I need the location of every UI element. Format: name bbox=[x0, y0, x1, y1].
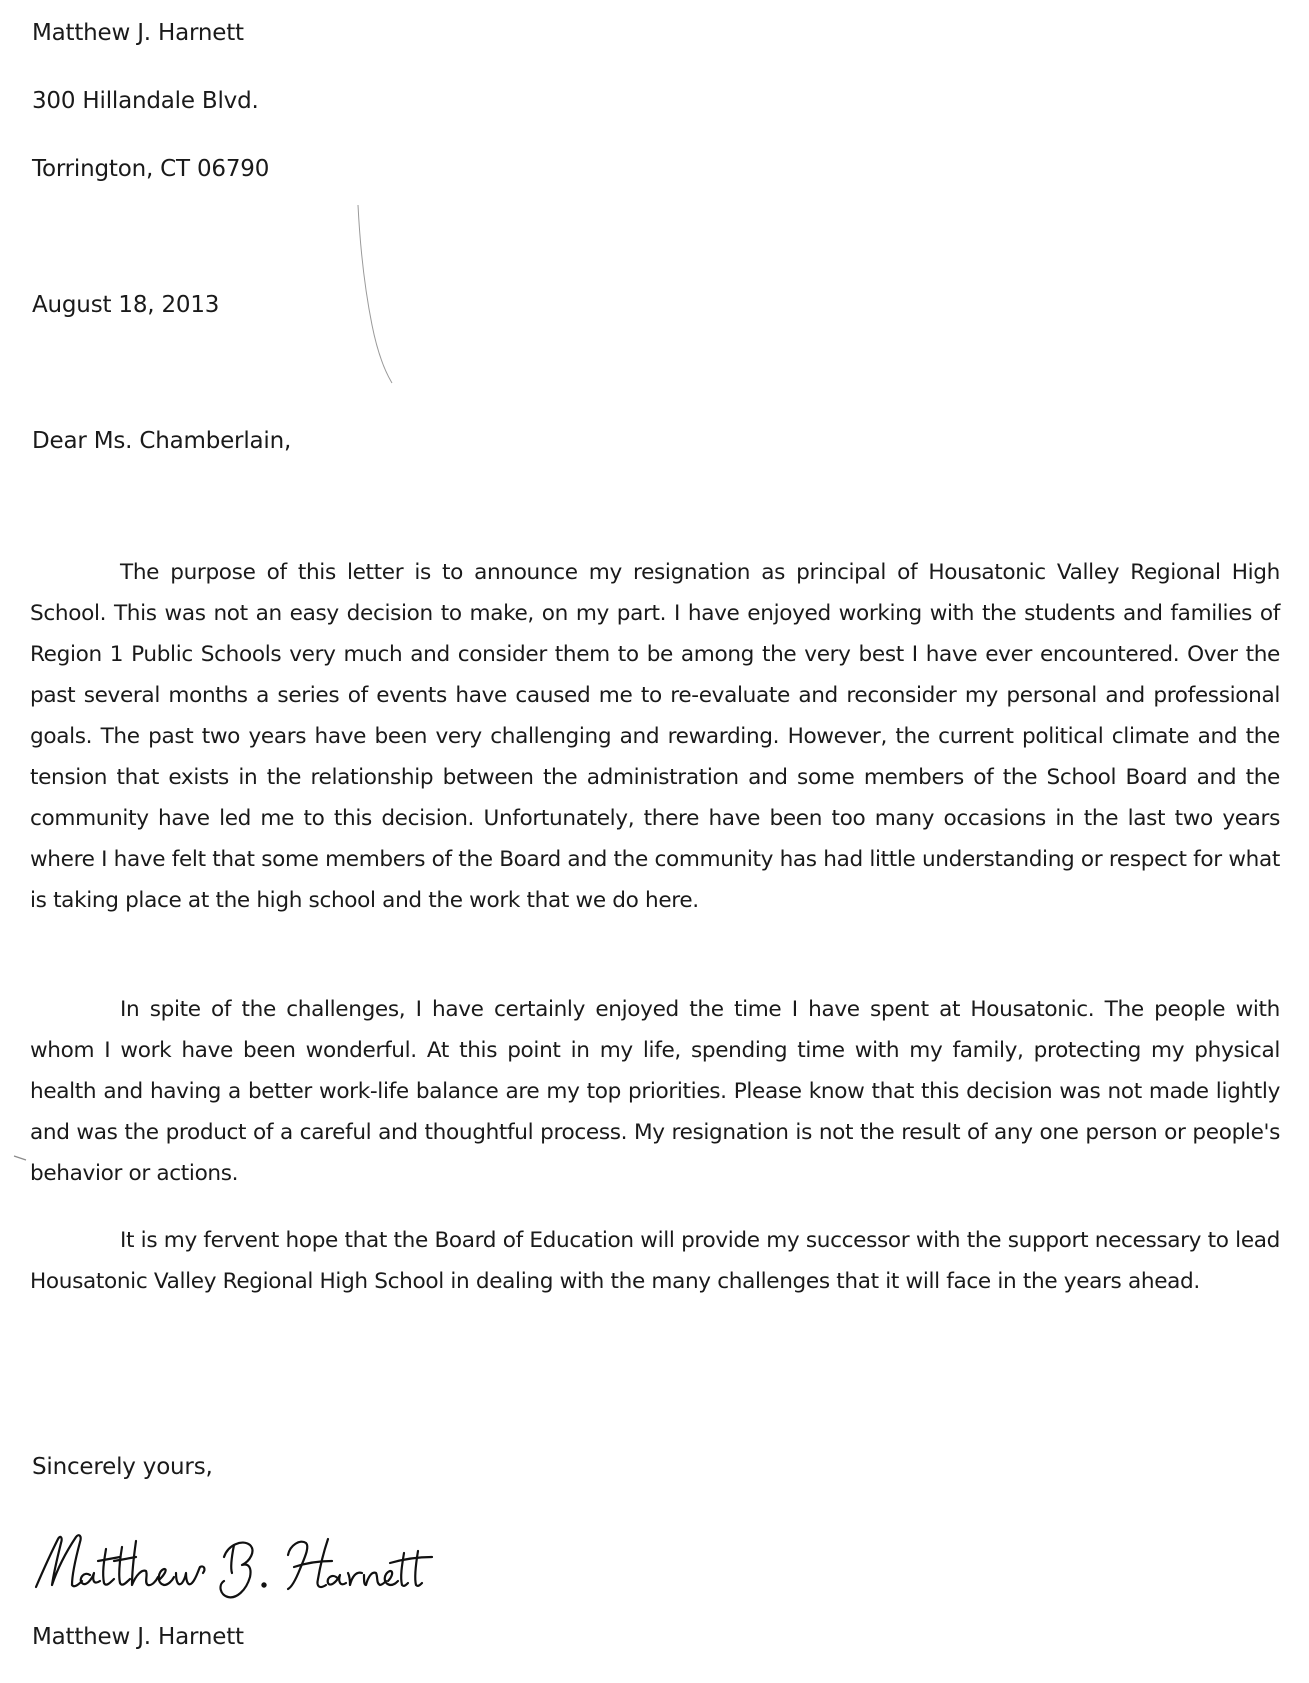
salutation: Dear Ms. Chamberlain, bbox=[32, 428, 292, 454]
closing: Sincerely yours, bbox=[32, 1454, 213, 1480]
sender-city-state-zip: Torrington, CT 06790 bbox=[32, 156, 270, 182]
printed-name: Matthew J. Harnett bbox=[32, 1624, 244, 1650]
sender-street: 300 Hillandale Blvd. bbox=[32, 88, 259, 114]
body-paragraph-2: In spite of the challenges, I have certainly enjoyed the time I have spent at Housatonic. The people with whom I work have been wonderful. At this point in my life, spending time with my family, protecting my physical health and having a better work-life balance are my top priorities. Please know that this decision was not made lightly and was the product of a careful and thoughtful process. My resignation is not the result of any one person or people's behavior or actions. bbox=[30, 997, 1280, 1186]
signature-image bbox=[28, 1515, 438, 1601]
sender-name: Matthew J. Harnett bbox=[32, 20, 244, 46]
letter-body-3 bbox=[30, 1220, 1280, 1302]
body-paragraph-1: The purpose of this letter is to announce my resignation as principal of Housatonic Valley Regional High School. This was not an easy decision to make, on my part. I have enjoyed working with the students and families of Region 1 Public Schools very much and consider them to be among the very best I have ever encountered. Over the past several months a series of events have caused me to re-evaluate and reconsider my personal and professional goals. The past two years have been very challenging and rewarding. However, the current political climate and the tension that exists in the relationship between the administration and some members of the School Board and the community have led me to this decision. Unfortunately, there have been too many occasions in the last two years where I have felt that some members of the Board and the community has had little understanding or respect for what is taking place at the high school and the work that we do here. bbox=[30, 560, 1280, 913]
body-paragraph-3: It is my fervent hope that the Board of Education will provide my successor with the support necessary to lead Housatonic Valley Regional High School in dealing with the many challenges that it will face in the years ahead. bbox=[30, 1228, 1280, 1294]
letter-body bbox=[30, 552, 1280, 921]
scan-artifact-line bbox=[350, 205, 400, 385]
scan-artifact-dust bbox=[12, 1150, 52, 1170]
letter-date: August 18, 2013 bbox=[32, 292, 220, 318]
letter-body-2 bbox=[30, 989, 1280, 1194]
